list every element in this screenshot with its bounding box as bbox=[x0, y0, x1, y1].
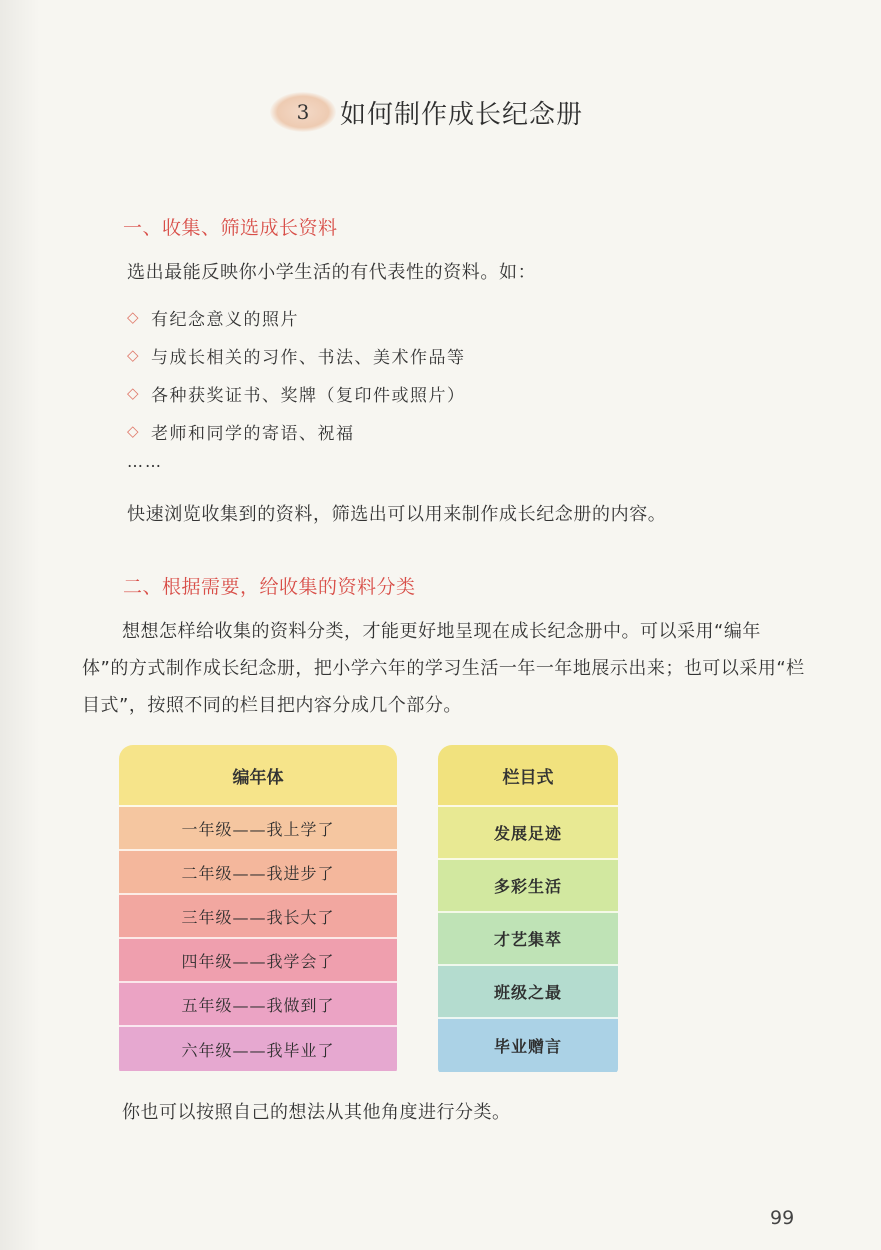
list-item: ◇ 有纪念意义的照片 bbox=[127, 308, 299, 330]
lesson-title-text: 如何制作成长纪念册 bbox=[340, 99, 584, 130]
list-item: ◇ 各种获奖证书、奖牌（复印件或照片） bbox=[127, 384, 466, 406]
chronological-table bbox=[119, 745, 397, 1073]
diamond-bullet-icon: ◇ bbox=[127, 308, 141, 326]
table-row: 一年级——我上学了 bbox=[119, 807, 397, 851]
lesson-number-badge: 3 bbox=[270, 92, 336, 132]
table-header: 栏目式 bbox=[438, 745, 618, 807]
diamond-bullet-icon: ◇ bbox=[127, 384, 141, 402]
diamond-bullet-icon: ◇ bbox=[127, 422, 141, 440]
table-row: 六年级——我毕业了 bbox=[119, 1027, 397, 1071]
column-style-table bbox=[438, 745, 618, 1073]
list-item: ◇ 老师和同学的寄语、祝福 bbox=[127, 422, 355, 444]
table-row: 多彩生活 bbox=[438, 860, 618, 913]
section1-heading: 一、收集、筛选成长资料 bbox=[123, 217, 338, 239]
table-header: 编年体 bbox=[119, 745, 397, 807]
section1-conclusion: 快速浏览收集到的资料，筛选出可以用来制作成长纪念册的内容。 bbox=[127, 504, 667, 525]
material-list bbox=[127, 298, 466, 450]
section1-intro: 选出最能反映你小学生活的有代表性的资料。如： bbox=[127, 262, 537, 283]
section2-paragraph: 想想怎样给收集的资料分类，才能更好地呈现在成长纪念册中。可以采用“编年体”的方式制作成长纪念册，把小学六年的学习生活一年一年地展示出来；也可以采用“栏目式”，按照不同的栏目把内容分成几个部分。 bbox=[82, 621, 805, 716]
table-row: 五年级——我做到了 bbox=[119, 983, 397, 1027]
table-row: 四年级——我学会了 bbox=[119, 939, 397, 983]
table-row: 三年级——我长大了 bbox=[119, 895, 397, 939]
table-row: 发展足迹 bbox=[438, 807, 618, 860]
section2-heading: 二、根据需要，给收集的资料分类 bbox=[123, 576, 416, 598]
closing-sentence: 你也可以按照自己的想法从其他角度进行分类。 bbox=[122, 1102, 511, 1123]
table-row: 班级之最 bbox=[438, 966, 618, 1019]
table-row: 二年级——我进步了 bbox=[119, 851, 397, 895]
diamond-bullet-icon: ◇ bbox=[127, 346, 141, 364]
table-row: 才艺集萃 bbox=[438, 913, 618, 966]
lesson-title bbox=[270, 90, 583, 134]
page-number: 99 bbox=[770, 1207, 795, 1229]
list-ellipsis: …… bbox=[127, 452, 163, 471]
table-row: 毕业赠言 bbox=[438, 1019, 618, 1072]
list-item: ◇ 与成长相关的习作、书法、美术作品等 bbox=[127, 346, 466, 368]
page-edge-shadow bbox=[0, 0, 40, 1250]
